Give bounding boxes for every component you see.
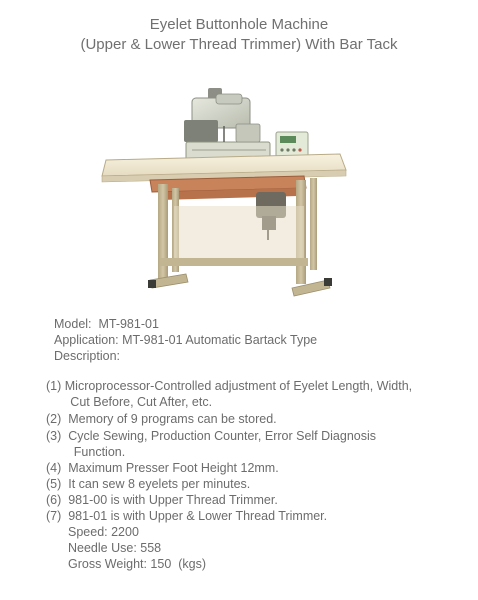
feature-line: Function. [46, 445, 126, 459]
speed-spec: Speed: 2200 [68, 525, 139, 539]
model-line: Model: MT-981-01 [54, 317, 159, 331]
feature-line: Cut Before, Cut After, etc. [46, 395, 213, 409]
feature-line: (1) Microprocessor-Controlled adjustment of Eyelet Length, Width, [46, 379, 413, 393]
feature-line: (2) Memory of 9 programs can be stored. [46, 412, 277, 426]
page-title: Eyelet Buttonhole Machine [149, 16, 329, 33]
page-subtitle: (Upper & Lower Thread Trimmer) With Bar Tack [80, 36, 398, 53]
control-panel [276, 132, 308, 158]
feature-line: (4) Maximum Presser Foot Height 12mm. [46, 461, 279, 475]
description-label: Description: [54, 349, 120, 363]
weight-spec: Gross Weight: 150 (kgs) [68, 557, 207, 571]
application-line: Application: MT-981-01 Automatic Bartack Type [54, 333, 318, 347]
machine-photo [96, 80, 352, 300]
feature-line: (7) 981-01 is with Upper & Lower Thread Trimmer. [46, 509, 328, 523]
needle-spec: Needle Use: 558 [68, 541, 162, 555]
feature-line: (5) It can sew 8 eyelets per minutes. [46, 477, 251, 491]
feature-line: (6) 981-00 is with Upper Thread Trimmer. [46, 493, 278, 507]
feature-line: (3) Cycle Sewing, Production Counter, Error Self Diagnosis [46, 429, 377, 443]
sewing-head [184, 88, 270, 160]
